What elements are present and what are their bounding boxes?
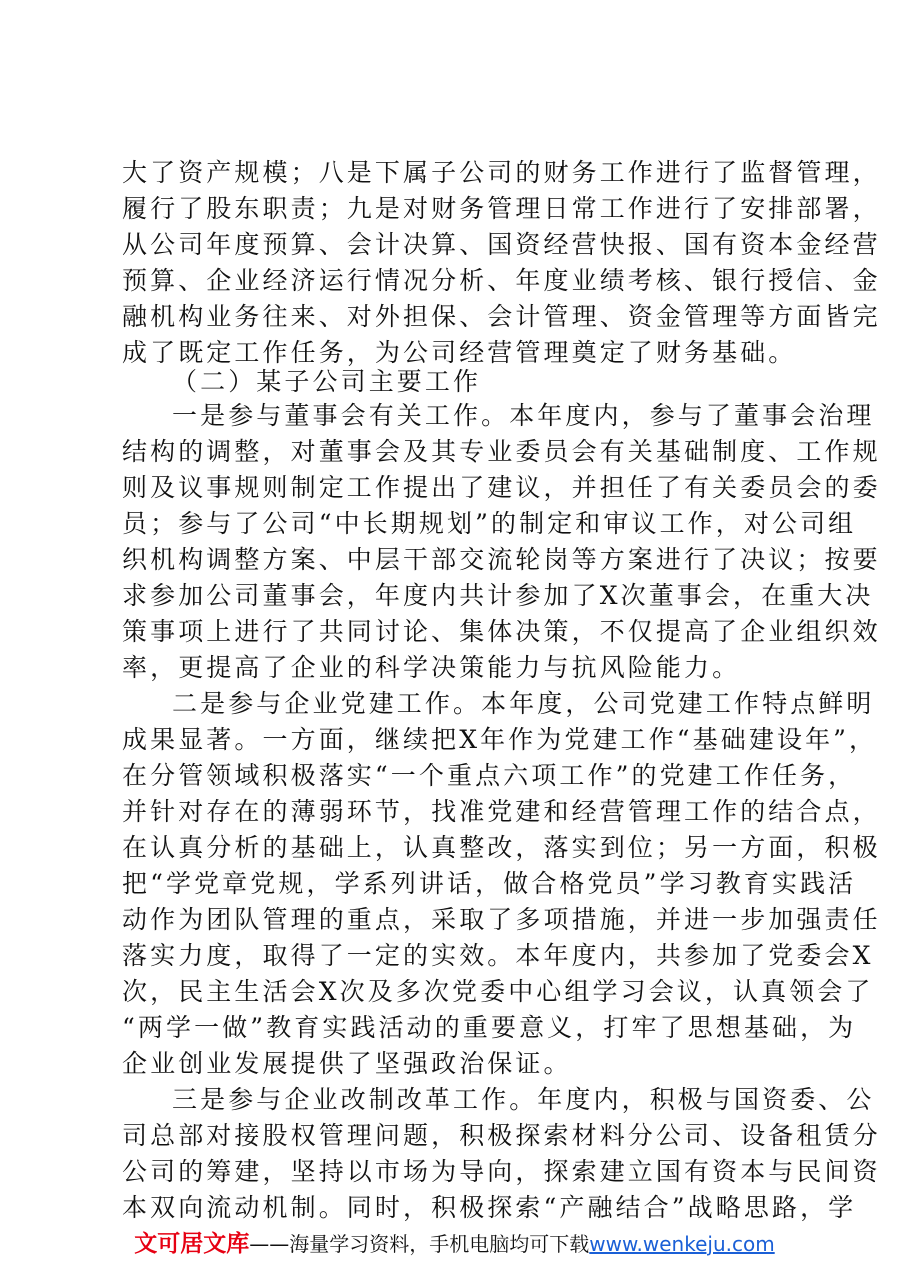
footer-dash: ——	[249, 1232, 290, 1256]
body-line: 履行了股东职责；九是对财务管理日常工作进行了安排部署，	[122, 194, 881, 223]
footer-banner	[0, 1226, 909, 1262]
body-line: 企业创业发展提供了坚强政治保证。	[122, 1049, 572, 1078]
body-line: 本双向流动机制。同时，积极探索“产融结合”战略思路，学	[122, 1193, 857, 1222]
body-line: 动作为团队管理的重点，采取了多项措施，并进一步加强责任	[122, 905, 881, 934]
body-line: 从公司年度预算、会计决算、国资经营快报、国有资本金经营	[122, 230, 881, 259]
body-line: 把“学党章党规，学系列讲话，做合格党员”学习教育实践活	[122, 869, 857, 898]
body-line: 率，更提高了企业的科学决策能力与抗风险能力。	[122, 653, 741, 682]
body-line: 成了既定工作任务，为公司经营管理奠定了财务基础。	[122, 338, 797, 367]
body-line: 大了资产规模；八是下属子公司的财务工作进行了监督管理，	[122, 158, 881, 187]
body-line: 员；参与了公司“中长期规划”的制定和审议工作，对公司组	[122, 509, 857, 538]
footer-url-link[interactable]: www.wenkeju.com	[589, 1232, 775, 1256]
footer-brand: 文可居文库	[134, 1231, 250, 1257]
section-heading: （二）某子公司主要工作	[172, 367, 482, 396]
body-line: 落实力度，取得了一定的实效。本年度内，共参加了党委会X	[122, 941, 874, 970]
body-line: “两学一做”教育实践活动的重要意义，打牢了思想基础，为	[122, 1013, 857, 1042]
body-line: 求参加公司董事会，年度内共计参加了X次董事会，在重大决	[122, 581, 874, 610]
body-line: 并针对存在的薄弱环节，找准党建和经营管理工作的结合点，	[122, 797, 881, 826]
body-line: 三是参与企业改制改革工作。年度内，积极与国资委、公	[172, 1085, 875, 1114]
body-line: 司总部对接股权管理问题，积极探索材料分公司、设备租赁分	[122, 1121, 881, 1150]
body-line: 二是参与企业党建工作。本年度，公司党建工作特点鲜明	[172, 689, 875, 718]
body-line: 则及议事规则制定工作提出了建议，并担任了有关委员会的委	[122, 473, 881, 502]
body-line: 次，民主生活会X次及多次党委中心组学习会议，认真领会了	[122, 977, 874, 1006]
footer-slogan: 海量学习资料，手机电脑均可下载	[289, 1232, 590, 1256]
body-line: 公司的筹建，坚持以市场为导向，探索建立国有资本与民间资	[122, 1157, 881, 1186]
body-line: 预算、企业经济运行情况分析、年度业绩考核、银行授信、金	[122, 266, 881, 295]
body-line: 成果显著。一方面，继续把X年作为党建工作“基础建设年”，	[122, 725, 878, 754]
body-line: 在认真分析的基础上，认真整改，落实到位；另一方面，积极	[122, 833, 881, 862]
body-line: 策事项上进行了共同讨论、集体决策，不仅提高了企业组织效	[122, 617, 881, 646]
body-line: 在分管领域积极落实“一个重点六项工作”的党建工作任务，	[122, 761, 857, 790]
body-line: 一是参与董事会有关工作。本年度内，参与了董事会治理	[172, 401, 875, 430]
body-line: 融机构业务往来、对外担保、会计管理、资金管理等方面皆完	[122, 302, 881, 331]
body-line: 结构的调整，对董事会及其专业委员会有关基础制度、工作规	[122, 437, 881, 466]
body-line: 织机构调整方案、中层干部交流轮岗等方案进行了决议；按要	[122, 545, 881, 574]
